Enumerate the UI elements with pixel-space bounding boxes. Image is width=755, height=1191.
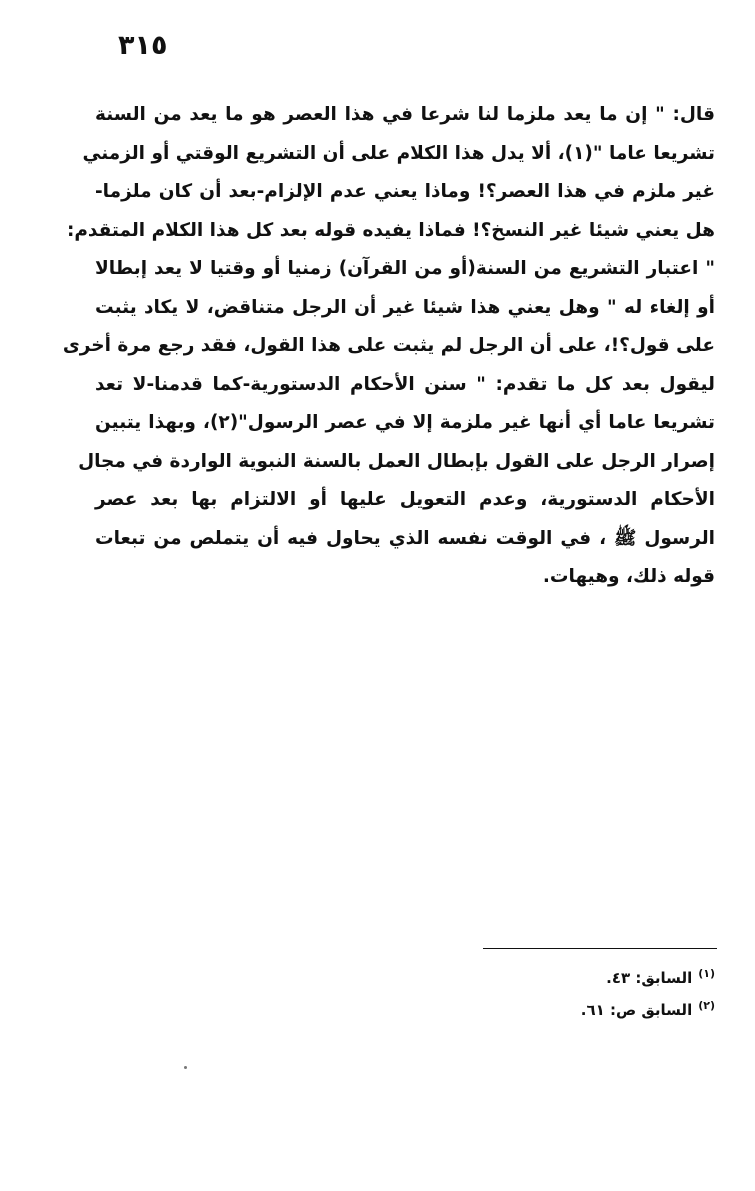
footnote-marker: (١) <box>698 967 715 980</box>
text-line: قال: " إن ما يعد ملزما لنا شرعا في هذا العصر هو ما يعد من السنة <box>95 104 715 125</box>
text-line: أو إلغاء له " وهل يعني هذا شيئا غير أن الرجل متناقض، لا يكاد يثبت <box>95 296 715 318</box>
text-line: غير ملزم في هذا العصر؟! وماذا يعني عدم الإلزام-بعد أن كان ملزما- <box>95 181 715 202</box>
body-text <box>62 96 715 597</box>
text-line: الرسول ﷺ ، في الوقت نفسه الذي يحاول فيه أن يتملص من تبعات <box>95 527 715 549</box>
text-line: " اعتبار التشريع من السنة(أو من القرآن) زمنيا أو وقتيا لا يعد إبطالا <box>95 258 715 279</box>
text-line: ليقول بعد كل ما تقدم: " سنن الأحكام الدستورية-كما قدمنا-لا تعد <box>95 373 715 395</box>
footnotes <box>315 958 715 1022</box>
footnote-1 <box>315 958 715 990</box>
text-line: على قول؟!، على أن الرجل لم يثبت على هذا القول، فقد رجع مرة أخرى <box>62 335 715 356</box>
page-number: ٣١٥ <box>118 30 168 61</box>
text-line: هل يعني شيئا غير النسخ؟! فماذا يفيده قوله بعد كل هذا الكلام المتقدم: <box>66 219 715 241</box>
text-line: الأحكام الدستورية، وعدم التعويل عليها أو الالتزام بها بعد عصر <box>95 489 715 510</box>
text-line: إصرار الرجل على القول بإبطال العمل بالسنة النبوية الواردة في مجال <box>78 450 715 472</box>
footnote-text: السابق ص: ٦١. <box>580 1001 693 1019</box>
text-line: تشريعا عاما أي أنها غير ملزمة إلا في عصر الرسول"(٢)، وبهذا يتبين <box>95 412 715 433</box>
scan-speck <box>184 1066 187 1069</box>
footnote-divider <box>483 948 717 949</box>
footnote-text: السابق: ٤٣. <box>606 969 693 987</box>
footnote-marker: (٢) <box>698 999 715 1012</box>
text-line-last: قوله ذلك، وهيهات. <box>542 566 715 587</box>
footnote-2 <box>315 990 715 1022</box>
text-line: تشريعا عاما "(١)، ألا يدل هذا الكلام على أن التشريع الوقتي أو الزمني <box>82 142 715 164</box>
